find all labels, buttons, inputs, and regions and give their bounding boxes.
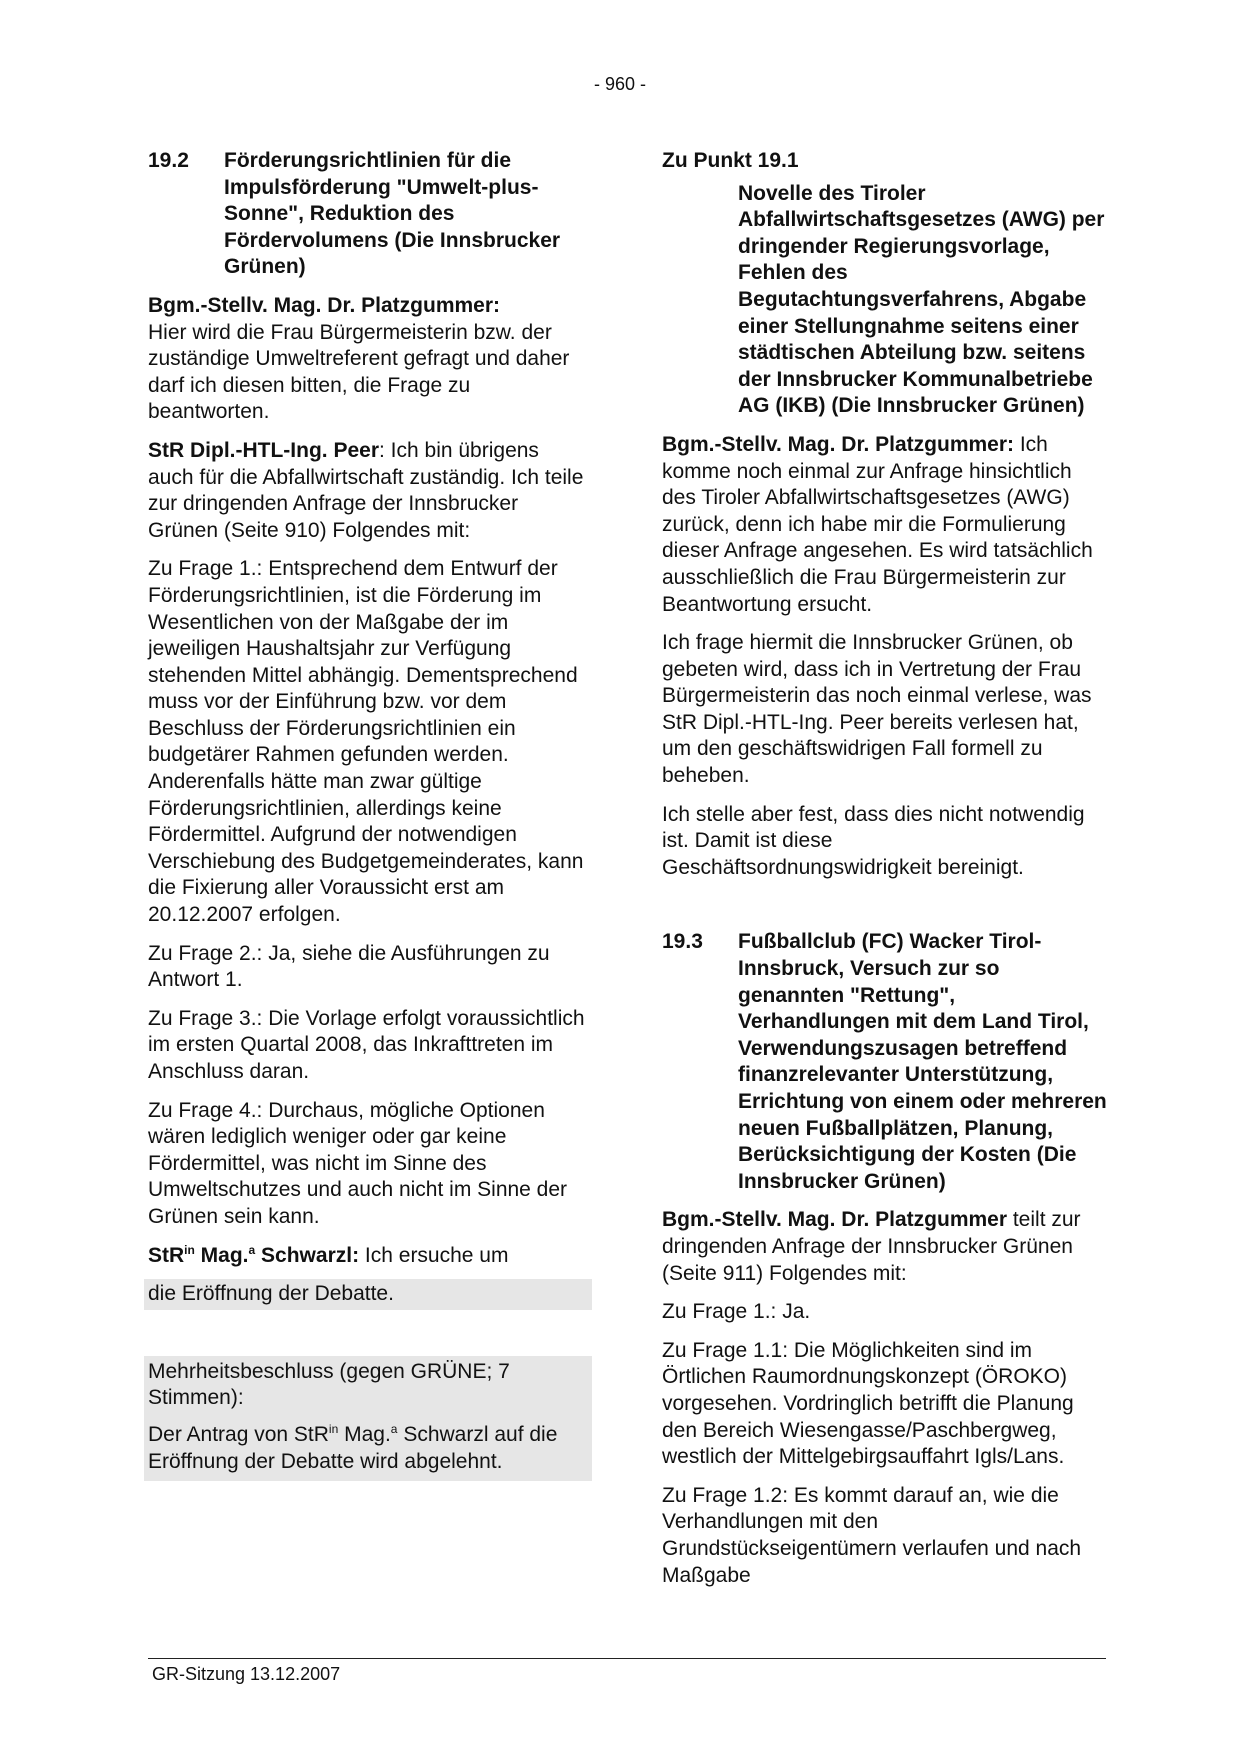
page-number: - 960 - (593, 74, 647, 94)
decision-part: Schwarzl auf die Eröffnung der Debatte wird abgelehnt. (148, 1422, 558, 1473)
paragraph: Zu Frage 1.2: Es kommt darauf an, wie die Verhandlungen mit den Grundstückseigentümern verlaufen und nach Maßgabe (662, 1483, 1082, 1587)
agenda-item-number: 19.3 (662, 930, 703, 954)
speaker-part: Mag. (194, 1243, 249, 1267)
right-column (662, 148, 1107, 1601)
speaker-name: StR Dipl.-HTL-Ing. Peer (148, 438, 379, 462)
paragraph (148, 293, 588, 426)
paragraph: Ich stelle aber fest, dass dies nicht notwendig ist. Damit ist diese Geschäftsordnungswidrigkeit bereinigt. (662, 802, 1085, 879)
paragraph: Zu Frage 1.: Entsprechend dem Entwurf der Förderungsrichtlinien, ist die Förderung im Wesentlichen von der Maßgabe der im jeweiligen Haushaltsjahr zur Verfügung stehenden Mittel abhängig. Dementsprechend muss vor der Einführung bzw. vor dem Beschluss der Förderungsrichtlinien ein budgetärer Rahmen gefunden werden. Anderenfalls hätte man zwar gültige Förderungsrichtlinien, allerdings keine Fördermittel. Aufgrund der notwendigen Verschiebung des Budgetgemeinderates, kann die Fixierung aller Voraussicht erst am 20.12.2007 erfolgen. (148, 557, 584, 927)
speaker-name (148, 1244, 359, 1267)
speaker-name: Bgm.-Stellv. Mag. Dr. Platzgummer (662, 1208, 1008, 1232)
speaker-name: Bgm.-Stellv. Mag. Dr. Platzgummer: (148, 293, 501, 317)
paragraph (148, 438, 588, 544)
agenda-item-number: 19.2 (148, 149, 189, 172)
superscript: in (328, 1421, 339, 1436)
paragraph (662, 432, 1107, 618)
paragraph (662, 1207, 1107, 1287)
footer-text: GR-Sitzung 13.12.2007 (152, 1664, 341, 1684)
paragraph-text: Hier wird die Frau Bürgermeisterin bzw. der zuständige Umweltreferent gefragt und daher darf ich diesen bitten, die Frage zu beantworten. (148, 320, 570, 424)
paragraph-text: teilt zur dringenden Anfrage der Innsbrucker Grünen (Seite 911) Folgendes mit: (662, 1208, 1081, 1285)
paragraph: Zu Frage 2.: Ja, siehe die Ausführungen zu Antwort 1. (148, 941, 550, 992)
decision-text (148, 1422, 588, 1475)
decision-part: Mag. (338, 1422, 391, 1446)
paragraph: Zu Frage 1.1: Die Möglichkeiten sind im Örtlichen Raumordnungskonzept (ÖROKO) vorgesehen. Vordringlich betrifft die Planung den Bereich Wiesengasse/Paschbergweg, westlich der Mittelgebirgsauffahrt Igls/Lans. (662, 1338, 1074, 1469)
superscript: a (390, 1421, 398, 1436)
speaker-part: StR (148, 1243, 185, 1267)
paragraph-text: : Ich bin übrigens auch für die Abfallwirtschaft zuständig. Ich teile zur dringenden Anfrage der Innsbrucker Grünen (Seite 910) Folgendes mit: (148, 438, 584, 542)
agenda-item-19-2 (148, 148, 588, 281)
speaker-part: Schwarzl: (255, 1243, 360, 1267)
decision-box (144, 1356, 592, 1481)
decision-heading: Mehrheitsbeschluss (gegen GRÜNE; 7 Stimmen): (148, 1359, 510, 1410)
paragraph (148, 1243, 588, 1270)
punkt-heading: Zu Punkt 19.1 (662, 149, 799, 172)
paragraph: Ich frage hiermit die Innsbrucker Grünen, ob gebeten wird, dass ich in Vertretung der Frau Bürgermeisterin das noch einmal verlese, was StR Dipl.-HTL-Ing. Peer bereits verlesen hat, um den geschäftswidrigen Fall formell zu beheben. (662, 631, 1092, 788)
agenda-item-title: Förderungsrichtlinien für die Impulsförderung "Umwelt-plus-Sonne", Reduktion des Fördervolumens (Die Innsbrucker Grünen) (224, 149, 561, 279)
paragraph: Zu Frage 4.: Durchaus, mögliche Optionen wären lediglich weniger oder gar keine Fördermittel, was nicht im Sinne des Umweltschutzes und auch nicht im Sinne der Grünen sein kann. (148, 1098, 568, 1228)
speaker-name: Bgm.-Stellv. Mag. Dr. Platzgummer: (662, 432, 1015, 456)
paragraph: Zu Frage 1.: Ja. (662, 1300, 811, 1324)
superscript: in (184, 1242, 195, 1257)
paragraph-text: Ich komme noch einmal zur Anfrage hinsichtlich des Tiroler Abfallwirtschaftsgesetzes (AWG) zurück, denn ich habe mir die Formulierung dieser Anfrage angesehen. Es wird tatsächlich ausschließlich die Frau Bürgermeisterin zur Beantwortung ersucht. (662, 432, 1093, 616)
footer-divider (148, 1658, 1106, 1659)
superscript: a (248, 1242, 256, 1257)
left-column (148, 148, 588, 1481)
paragraph: Zu Frage 3.: Die Vorlage erfolgt voraussichtlich im ersten Quartal 2008, das Inkrafttreten im Anschluss daran. (148, 1006, 585, 1083)
decision-part: Der Antrag von StR (148, 1422, 329, 1446)
agenda-item-19-3 (662, 929, 1107, 1195)
agenda-item-title: Fußballclub (FC) Wacker Tirol-Innsbruck, Versuch zur so genannten "Rettung", Verhandlungen mit dem Land Tirol, Verwendungszusagen betreffend finanzrelevanter Unterstützung, Errichtung von einem oder mehreren neuen Fußballplätzen, Planung, Berücksichtigung der Kosten (Die Innsbrucker Grünen) (738, 930, 1107, 1193)
paragraph-text: Ich ersuche um (359, 1243, 509, 1267)
punkt-title: Novelle des Tiroler Abfallwirtschaftsgesetzes (AWG) per dringender Regierungsvorlage, Fehlen des Begutachtungsverfahrens, Abgabe einer Stellungnahme seitens einer städtischen Abteilung bzw. seitens der Innsbrucker Kommunalbetriebe AG (IKB) (Die Innsbrucker Grünen) (738, 181, 1105, 418)
shaded-motion-text: die Eröffnung der Debatte. (144, 1279, 592, 1310)
